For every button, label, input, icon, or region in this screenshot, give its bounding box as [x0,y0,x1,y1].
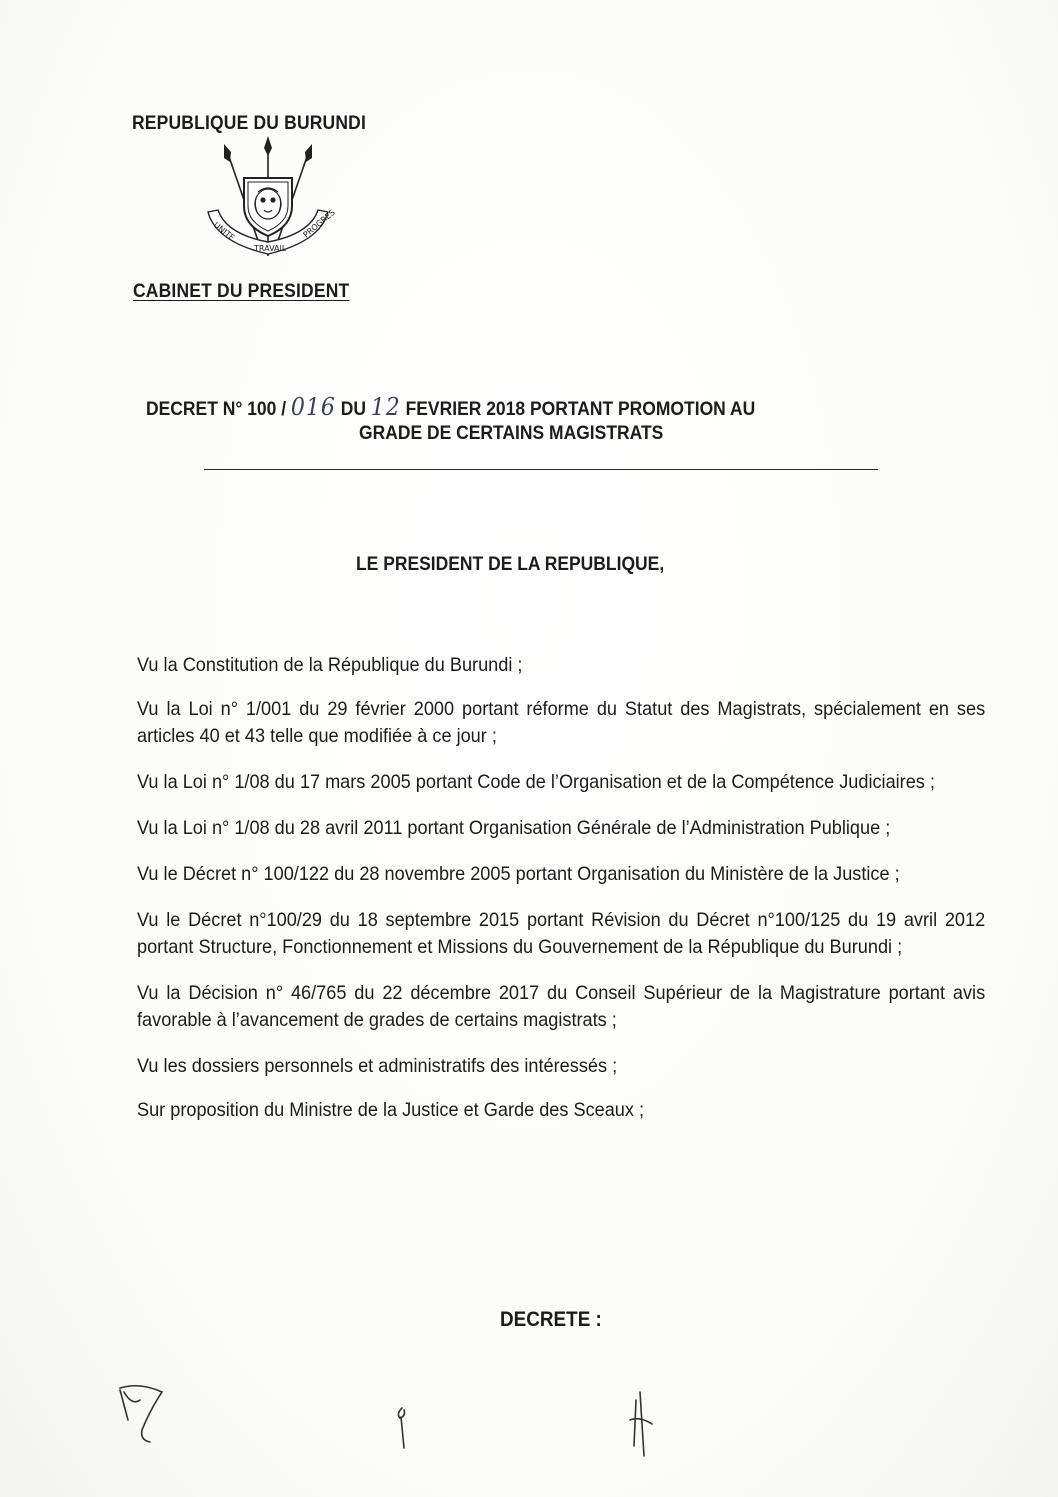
recital-proposition: Sur proposition du Ministre de la Justice et Garde des Sceaux ; [137,1099,645,1121]
decree-title-rest: FEVRIER 2018 PORTANT PROMOTION AU [400,399,756,420]
burundi-coat-of-arms-icon [196,134,346,274]
cabinet-header: CABINET DU PRESIDENT [133,281,350,302]
recitals-block [137,652,985,1141]
recital-code-organisation: Vu la Loi n° 1/08 du 17 mars 2005 portant Code de l’Organisation et de la Compétence Judiciaires ; [137,771,935,793]
recital-gouvernement: Vu le Décret n°100/29 du 18 septembre 2015 portant Révision du Décret n°100/125 du 19 avril 2012 portant Structure, Fonctionnement et Missions du Gouvernement de la République du Burundi ; [137,909,986,958]
country-header: REPUBLIQUE DU BURUNDI [132,113,367,134]
decree-title-du: DU [335,399,371,420]
handwritten-initials-icon [0,1370,1058,1480]
president-heading: LE PRESIDENT DE LA REPUBLIQUE, [356,554,665,575]
decree-title-line-2: GRADE DE CERTAINS MAGISTRATS [359,423,664,444]
title-divider [204,469,878,470]
decree-title-line-1 [146,393,755,421]
recital-ministere-justice: Vu le Décret n° 100/122 du 28 novembre 2005 portant Organisation du Ministère de la Justice ; [137,863,900,885]
recital-constitution: Vu la Constitution de la République du Burundi ; [137,654,523,676]
decrete-heading: DECRETE : [500,1308,602,1331]
svg-text:TRAVAIL: TRAVAIL [254,244,287,253]
decree-day-handwritten: 12 [370,393,401,421]
decree-title-prefix: DECRET N° 100 / [146,399,291,420]
recital-dossiers: Vu les dossiers personnels et administratifs des intéressés ; [137,1055,618,1077]
recital-administration-publique: Vu la Loi n° 1/08 du 28 avril 2011 portant Organisation Générale de l’Administration Publique ; [137,817,891,839]
svg-text:UNITE: UNITE [211,220,237,243]
decree-number-handwritten: 016 [290,393,336,421]
recital-conseil-superieur: Vu la Décision n° 46/765 du 22 décembre 2017 du Conseil Supérieur de la Magistrature portant avis favorable à l’avancement de grades de certains magistrats ; [137,982,986,1031]
recital-statut-magistrats: Vu la Loi n° 1/001 du 29 février 2000 portant réforme du Statut des Magistrats, spécialement en ses articles 40 et 43 telle que modifiée à ce jour ; [137,698,986,747]
svg-text:PROGRES: PROGRES [301,207,337,240]
